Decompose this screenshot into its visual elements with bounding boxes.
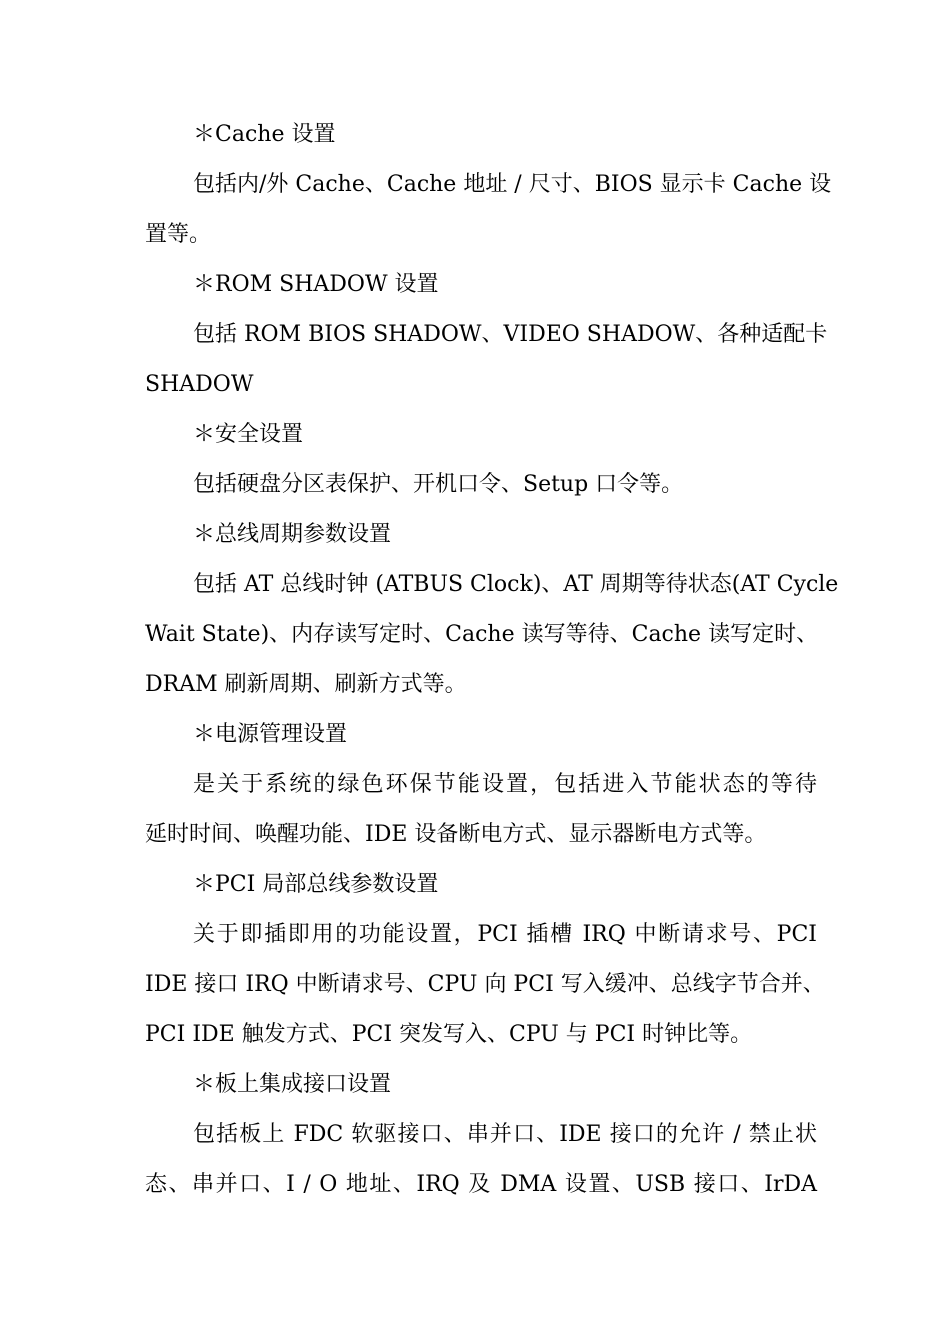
pci-bus-paragraph-line-2: IDE 接口 IRQ 中断请求号、CPU 向 PCI 写入缓冲、总线字节合并、 xyxy=(145,972,825,997)
bus-cycle-paragraph-line-1: 包括 AT 总线时钟 (ATBUS Clock)、AT 周期等待状态(AT Cycle xyxy=(193,572,839,597)
bus-cycle-heading: ＊总线周期参数设置 xyxy=(193,522,392,547)
cache-paragraph-line-2: 置等。 xyxy=(145,222,212,247)
onboard-interface-paragraph-line-1: 包括板上 FDC 软驱接口、串并口、IDE 接口的允许 / 禁止状 xyxy=(193,1122,817,1147)
rom-shadow-paragraph-line-2: SHADOW xyxy=(145,372,254,397)
bus-cycle-paragraph-line-3: DRAM 刷新周期、刷新方式等。 xyxy=(145,672,467,697)
cache-heading: ＊Cache 设置 xyxy=(193,122,336,147)
onboard-interface-paragraph-line-2: 态、串并口、I / O 地址、IRQ 及 DMA 设置、USB 接口、IrDA xyxy=(145,1172,817,1197)
power-management-paragraph-line-2: 延时时间、唤醒功能、IDE 设备断电方式、显示器断电方式等。 xyxy=(145,822,767,847)
bus-cycle-paragraph-line-2: Wait State)、内存读写定时、Cache 读写等待、Cache 读写定时、 xyxy=(145,622,819,647)
onboard-interface-heading: ＊板上集成接口设置 xyxy=(193,1072,392,1097)
pci-bus-heading: ＊PCI 局部总线参数设置 xyxy=(193,872,439,897)
power-management-heading: ＊电源管理设置 xyxy=(193,722,348,747)
security-heading: ＊安全设置 xyxy=(193,422,304,447)
cache-paragraph-line-1: 包括内/外 Cache、Cache 地址 / 尺寸、BIOS 显示卡 Cache 设 xyxy=(193,172,832,197)
pci-bus-paragraph-line-3: PCI IDE 触发方式、PCI 突发写入、CPU 与 PCI 时钟比等。 xyxy=(145,1022,753,1047)
document-body xyxy=(145,110,839,1210)
rom-shadow-paragraph-line-1: 包括 ROM BIOS SHADOW、VIDEO SHADOW、各种适配卡 xyxy=(193,322,828,347)
security-paragraph-line-1: 包括硬盘分区表保护、开机口令、Setup 口令等。 xyxy=(193,472,684,497)
rom-shadow-heading: ＊ROM SHADOW 设置 xyxy=(193,272,439,297)
power-management-paragraph-line-1: 是关于系统的绿色环保节能设置，包括进入节能状态的等待 xyxy=(193,772,817,797)
pci-bus-paragraph-line-1: 关于即插即用的功能设置，PCI 插槽 IRQ 中断请求号、PCI xyxy=(193,922,817,947)
